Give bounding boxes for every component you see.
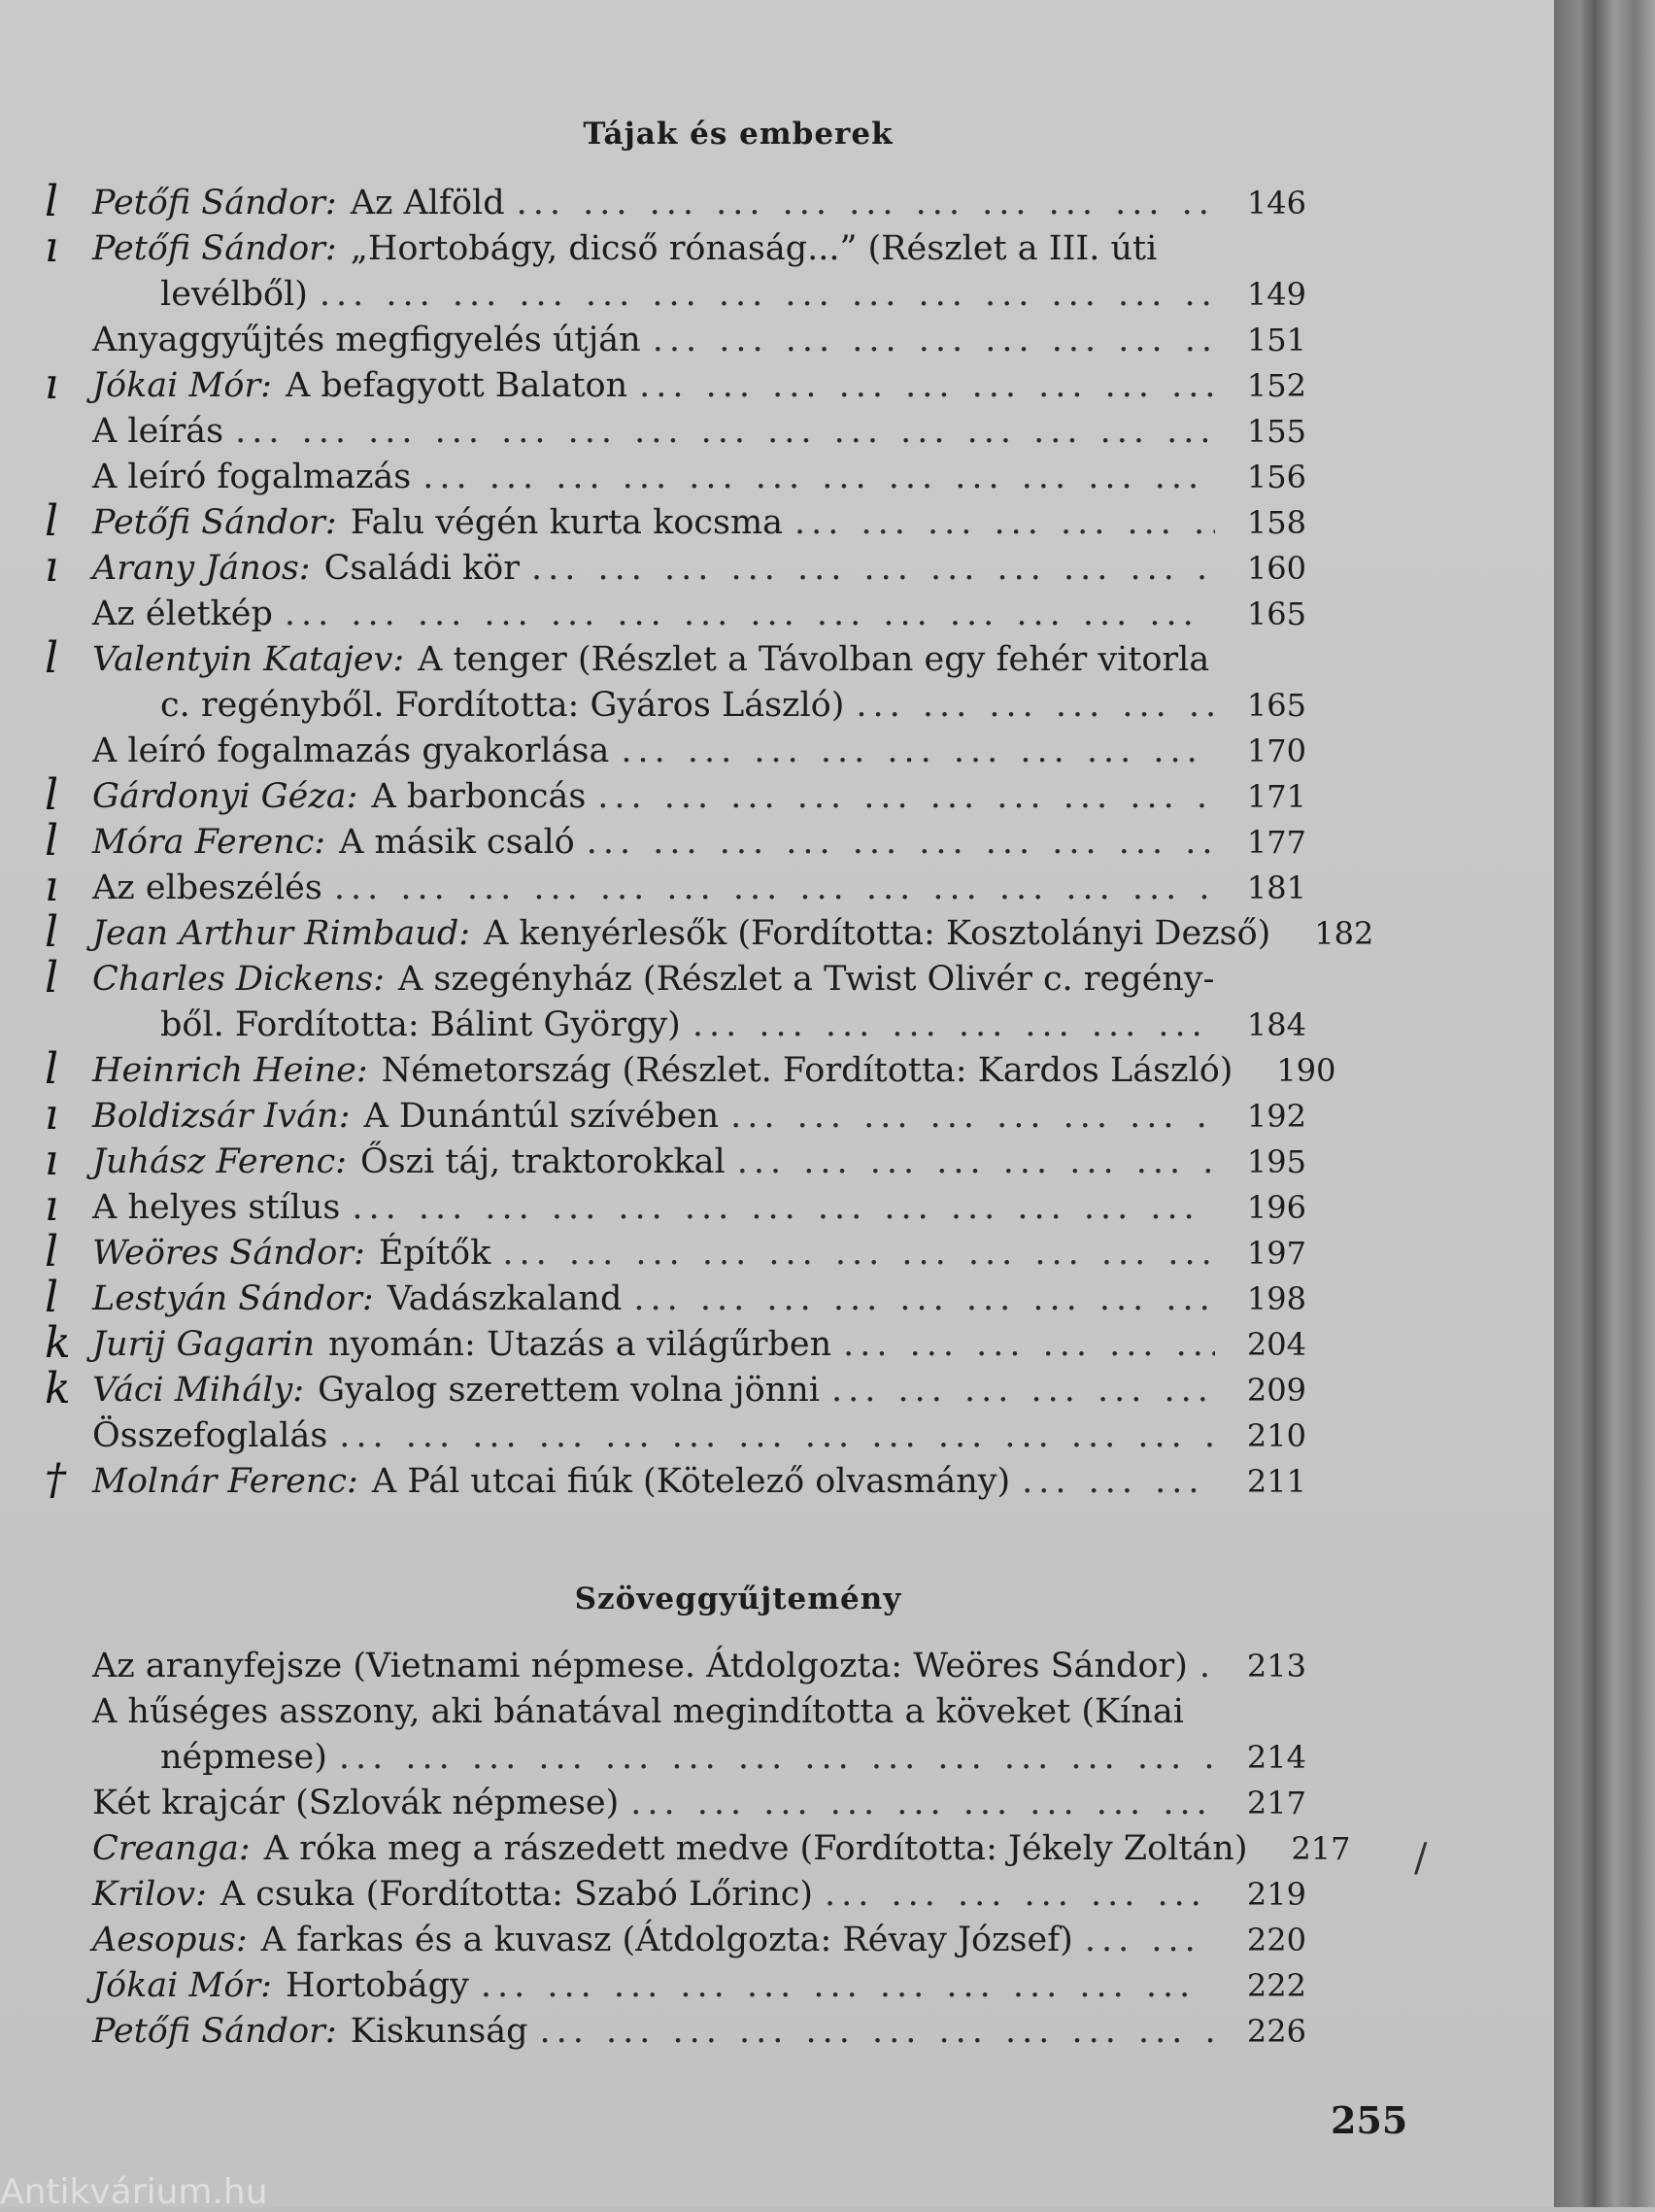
toc-page-number: 213: [1246, 1648, 1306, 1685]
toc-page-number: 156: [1246, 459, 1306, 495]
pencil-mark-icon: l: [45, 1044, 59, 1094]
toc-entry: [92, 911, 1374, 957]
dot-leader: [843, 1322, 1215, 1368]
toc-title: Két krajcár (Szlovák népmese): [92, 1784, 620, 1822]
toc-entry: [92, 1094, 1306, 1140]
toc-entry: [92, 1644, 1306, 1689]
toc-author: Gárdonyi Géza:: [92, 777, 358, 816]
toc-entry: [92, 1459, 1306, 1505]
dot-leader: [531, 546, 1215, 592]
toc-entry: [92, 546, 1306, 592]
toc-entry: [92, 637, 1306, 729]
toc-title: A leíró fogalmazás: [92, 458, 412, 496]
dot-leader: [597, 774, 1215, 820]
toc-page-number: 217: [1291, 1830, 1351, 1867]
toc-title: A befagyott Balaton: [285, 366, 628, 405]
dot-leader: [737, 1140, 1215, 1185]
toc-author: Lestyán Sándor:: [92, 1279, 374, 1318]
toc-author: Petőfi Sándor:: [92, 2012, 337, 2051]
toc-title: A hűséges asszony, aki bánatával megindította a köveket (Kínai: [92, 1692, 1184, 1731]
toc-author: Jurij Gagarin: [92, 1325, 316, 1364]
toc-entry: [92, 1185, 1306, 1231]
toc-page-number: 190: [1276, 1052, 1336, 1089]
dot-leader: [320, 272, 1215, 318]
toc-page-number: 192: [1246, 1098, 1306, 1135]
toc-page-number: 171: [1246, 778, 1306, 815]
pencil-mark-icon: l: [45, 633, 59, 683]
dot-leader: [334, 866, 1215, 911]
toc-entry: [92, 774, 1306, 820]
toc-page-number: 195: [1246, 1143, 1306, 1180]
toc-title: A leíró fogalmazás gyakorlása: [92, 732, 610, 770]
dot-leader: [422, 455, 1215, 500]
toc-page-number: 158: [1246, 504, 1306, 541]
toc-author: Petőfi Sándor:: [92, 229, 337, 268]
toc-entry: [92, 1322, 1306, 1368]
pencil-mark-icon: ı: [45, 222, 59, 272]
toc-title: Összefoglalás: [92, 1416, 328, 1455]
toc-title: Építők: [378, 1234, 491, 1273]
toc-entry: [92, 1368, 1306, 1413]
toc-entry: [92, 1963, 1306, 2009]
book-spine: [1554, 0, 1655, 2207]
watermark: Antikvárium.hu: [0, 2172, 268, 2212]
toc-title: Falu végén kurta kocsma: [350, 503, 784, 542]
pencil-mark-icon: l: [45, 770, 59, 820]
toc-title: A farkas és a kuvasz (Átdolgozta: Révay József): [260, 1921, 1073, 1959]
toc-entry: [92, 1689, 1306, 1781]
toc-title: Az Alföld: [350, 184, 505, 222]
toc-author: Petőfi Sándor:: [92, 503, 337, 542]
pencil-mark-icon: k: [45, 1318, 71, 1368]
toc-page-number: 177: [1246, 824, 1306, 861]
pencil-mark-icon: ı: [45, 1181, 59, 1231]
toc-title: Anyaggyűjtés megfigyelés útján: [92, 321, 641, 359]
toc-author: Arany János:: [92, 549, 311, 588]
toc-author: Weöres Sándor:: [92, 1234, 365, 1273]
toc-entry: [92, 226, 1306, 318]
pencil-mark-icon: k: [45, 1364, 71, 1413]
dot-leader: [794, 500, 1215, 546]
toc-entry: [92, 2009, 1306, 2055]
toc-page-number: 211: [1246, 1463, 1306, 1500]
toc-page-number: 197: [1246, 1235, 1306, 1272]
toc-title-continued: népmese): [160, 1738, 327, 1777]
toc-entry: [92, 1048, 1336, 1094]
toc-entry: [92, 1413, 1306, 1459]
toc-author: Petőfi Sándor:: [92, 184, 337, 222]
toc-title: A Pál utcai fiúk (Kötelező olvasmány): [371, 1462, 1011, 1501]
pencil-mark-icon: l: [45, 907, 59, 957]
toc-title: A leírás: [92, 412, 224, 451]
toc-title-continued: c. regényből. Fordította: Gyáros László): [160, 686, 845, 725]
pencil-mark-icon: ı: [45, 359, 59, 409]
dot-leader: [285, 592, 1215, 637]
toc-title: Hortobágy: [285, 1966, 469, 2005]
dot-leader: [352, 1185, 1215, 1231]
toc-title: Németország (Részlet. Fordította: Kardos László): [381, 1051, 1233, 1090]
toc-title: A kenyérlesők (Fordította: Kosztolányi Dezső): [484, 914, 1271, 953]
dot-leader: [1085, 1918, 1215, 1963]
toc-title: Gyalog szerettem volna jönni: [318, 1371, 820, 1410]
toc-title: nyomán: Utazás a világűrben: [328, 1325, 832, 1364]
toc-title: Családi kör: [323, 549, 520, 588]
dot-leader: [825, 1872, 1215, 1918]
toc-title-continued: levélből): [160, 275, 308, 314]
toc-author: Boldizsár Iván:: [92, 1097, 351, 1136]
toc-page-number: 196: [1246, 1189, 1306, 1226]
toc-page-number: 165: [1246, 687, 1306, 724]
toc-page-number: 210: [1246, 1417, 1306, 1454]
toc-author: Váci Mihály:: [92, 1371, 305, 1410]
toc-entry: [92, 866, 1306, 911]
dot-leader: [633, 1276, 1215, 1322]
pencil-mark-icon: †: [45, 1455, 66, 1505]
toc-title: A tenger (Részlet a Távolban egy fehér vitorla: [418, 640, 1210, 679]
toc-entry: [92, 1231, 1306, 1276]
toc-author: Jean Arthur Rimbaud:: [92, 914, 471, 953]
toc-author: Jókai Mór:: [92, 366, 272, 405]
dot-leader: [517, 181, 1215, 226]
toc-entry: [92, 409, 1306, 455]
toc-title: Vadászkaland: [387, 1279, 623, 1318]
dot-leader: [856, 683, 1215, 729]
toc-title-continued: ből. Fordította: Bálint György): [160, 1005, 681, 1044]
pencil-mark-icon: l: [45, 496, 59, 546]
toc-entry: [92, 957, 1306, 1048]
pencil-mark-icon: l: [45, 953, 59, 1003]
pencil-mark-icon: ı: [45, 862, 59, 911]
toc-title: A Dunántúl szívében: [363, 1097, 720, 1136]
dot-leader: [730, 1094, 1215, 1140]
toc-page-number: 152: [1246, 367, 1306, 404]
dot-leader: [639, 363, 1215, 409]
toc-entry: [92, 1826, 1351, 1872]
toc-page-number: 226: [1246, 2013, 1306, 2050]
dot-leader: [1199, 1644, 1215, 1689]
toc-author: Creanga:: [92, 1829, 251, 1868]
toc-title: Kiskunság: [350, 2012, 528, 2051]
dot-leader: [621, 729, 1215, 774]
toc-title: Őszi táj, traktorokkal: [359, 1142, 726, 1181]
dot-leader: [692, 1003, 1215, 1048]
toc-entry: [92, 729, 1306, 774]
toc-author: Juhász Ferenc:: [92, 1142, 347, 1181]
toc-title: Az életkép: [92, 595, 273, 633]
pencil-mark-icon: l: [45, 1227, 59, 1276]
pencil-tick-icon: /: [1414, 1836, 1428, 1881]
dot-leader: [1022, 1459, 1215, 1505]
toc-title: A helyes stílus: [92, 1188, 341, 1227]
toc-page-number: 155: [1246, 413, 1306, 450]
pencil-mark-icon: l: [45, 177, 59, 226]
toc-page-number: 184: [1246, 1006, 1306, 1043]
toc-author: Molnár Ferenc:: [92, 1462, 358, 1501]
pencil-mark-icon: l: [45, 1273, 59, 1322]
toc-page-number: 217: [1246, 1785, 1306, 1821]
dot-leader: [653, 318, 1215, 363]
toc-page-number: 146: [1246, 185, 1306, 221]
page-number: 255: [1331, 2098, 1408, 2142]
toc-page-number: 209: [1246, 1372, 1306, 1409]
toc-page-number: 222: [1246, 1967, 1306, 2004]
pencil-mark-icon: ı: [45, 1136, 59, 1185]
toc-entry: [92, 318, 1306, 363]
toc-entry: [92, 820, 1306, 866]
toc-title: Az elbeszélés: [92, 868, 322, 907]
toc-author: Aesopus:: [92, 1921, 248, 1959]
toc-title: A barboncás: [371, 777, 587, 816]
toc-entry: [92, 500, 1306, 546]
toc-title: A róka meg a rászedett medve (Fordította: Jékely Zoltán): [263, 1829, 1248, 1868]
toc-author: Charles Dickens:: [92, 960, 385, 999]
toc-page-number: 214: [1246, 1739, 1306, 1776]
toc-title: A másik csaló: [339, 823, 575, 862]
toc-author: Valentyin Katajev:: [92, 640, 405, 679]
section-title-tajak: Tájak és emberek: [583, 117, 894, 152]
toc-author: Krilov:: [92, 1875, 207, 1914]
toc-title: „Hortobágy, dicső rónaság...” (Részlet a III. úti: [350, 229, 1158, 268]
dot-leader: [540, 2009, 1215, 2055]
toc-page-number: 219: [1246, 1876, 1306, 1913]
toc-page-number: 170: [1246, 732, 1306, 769]
dot-leader: [481, 1963, 1215, 2009]
toc-page-number: 151: [1246, 322, 1306, 358]
toc-entry: [92, 1918, 1306, 1963]
toc-entry: [92, 1140, 1306, 1185]
toc-title: A szegényház (Részlet a Twist Olivér c. regény-: [398, 960, 1215, 999]
toc-page-number: 198: [1246, 1280, 1306, 1317]
toc-entry: [92, 1872, 1306, 1918]
toc-author: Jókai Mór:: [92, 1966, 272, 2005]
toc-page-number: 182: [1314, 915, 1374, 952]
pencil-mark-icon: l: [45, 816, 59, 866]
toc-page-number: 149: [1246, 276, 1306, 313]
toc-title: A csuka (Fordította: Szabó Lőrinc): [220, 1875, 814, 1914]
toc-page-number: 160: [1246, 550, 1306, 587]
dot-leader: [587, 820, 1215, 866]
toc-entry: [92, 592, 1306, 637]
toc-page-number: 165: [1246, 596, 1306, 632]
dot-leader: [502, 1231, 1215, 1276]
dot-leader: [339, 1735, 1215, 1781]
toc-entry: [92, 1781, 1306, 1826]
toc-page-number: 204: [1246, 1326, 1306, 1363]
toc-entry: [92, 181, 1306, 226]
dot-leader: [235, 409, 1215, 455]
dot-leader: [831, 1368, 1215, 1413]
pencil-mark-icon: ı: [45, 1090, 59, 1140]
pencil-mark-icon: ı: [45, 542, 59, 592]
toc-entry: [92, 455, 1306, 500]
toc-page-number: 181: [1246, 869, 1306, 906]
toc-author: Heinrich Heine:: [92, 1051, 368, 1090]
toc-entry: [92, 363, 1306, 409]
section-title-szoveggyujtemeny: Szöveggyűjtemény: [574, 1582, 902, 1616]
dot-leader: [630, 1781, 1215, 1826]
toc-page-number: 220: [1246, 1922, 1306, 1958]
toc-entry: [92, 1276, 1306, 1322]
toc-author: Móra Ferenc:: [92, 823, 326, 862]
dot-leader: [339, 1413, 1215, 1459]
toc-title: Az aranyfejsze (Vietnami népmese. Átdolgozta: Weöres Sándor): [92, 1647, 1188, 1685]
